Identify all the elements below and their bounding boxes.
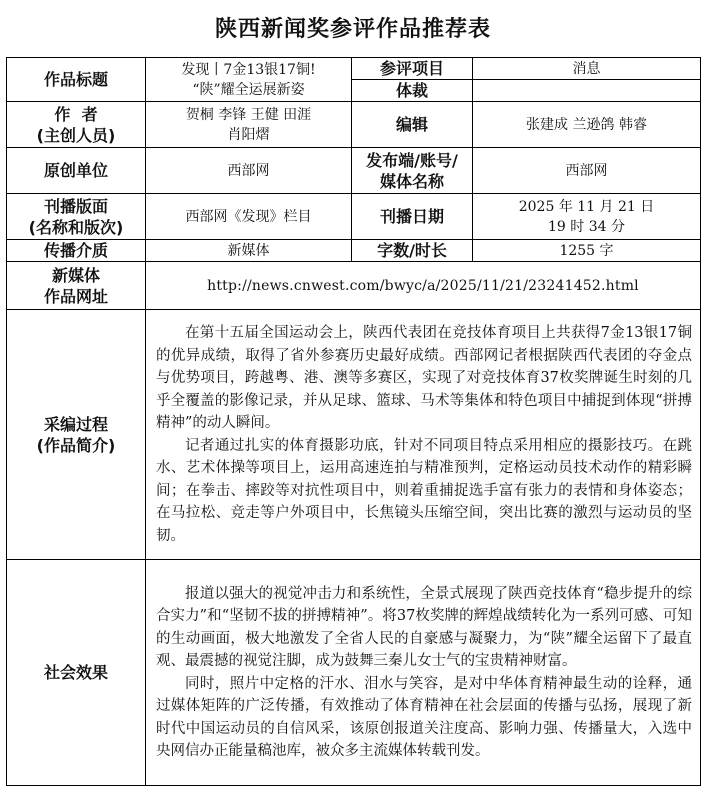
- recommendation-form-table: [6, 57, 701, 786]
- layout-page-value: 西部网《发现》栏目: [146, 194, 352, 240]
- work-title-line2: “陕”耀全运展新姿: [192, 81, 305, 98]
- genre-label: 体裁: [352, 80, 473, 102]
- process-paragraph-2: 记者通过扎实的体育摄影功底，针对不同项目特点采用相应的摄影技巧。在跳水、艺术体操等项目上，运用高速连拍与精准预判，定格运动员技术动作的精彩瞬间；在拳击、摔跤等对抗性项目中，则着重捕捉选手富有张力的表情和身体姿态；在马拉松、竞走等户外项目中，长焦镜头压缩空间，突出比赛的激烈与运动员的坚韧。: [156, 437, 692, 544]
- author-label-line2: (主创人员): [36, 125, 116, 145]
- original-unit-value: 西部网: [146, 148, 352, 194]
- author-label-line1: 作 者: [54, 104, 98, 124]
- effect-paragraph-1: 报道以强大的视觉冲击力和系统性，全景式展现了陕西竞技体育“稳步提升的综合实力”和“坚韧不拔的拼搏精神”。将37枚奖牌的辉煌战绩转化为一系列可感、可知的生动画面，极大地激发了全省人民的自豪感与凝聚力，为“陕”耀全运留下了最直观、最震撼的视觉注脚，成为鼓舞三秦儿女士气的宝贵精神财富。: [156, 585, 692, 669]
- editor-label: 编辑: [352, 102, 473, 148]
- author-value-line1: 贺桐 李锋 王健 田涯: [185, 106, 312, 123]
- url-label: [7, 262, 146, 310]
- process-label: [7, 310, 146, 560]
- author-label: [7, 102, 146, 148]
- process-text: [146, 310, 701, 560]
- layout-page-label-line1: 刊播版面: [43, 196, 108, 216]
- editor-value: 张建成 兰逊鸽 韩睿: [473, 102, 701, 148]
- category-label: 参评项目: [352, 58, 473, 80]
- publisher-label-line2: 媒体名称: [379, 171, 444, 191]
- publish-date-line1: 2025 年 11 月 21 日: [518, 198, 655, 215]
- work-title-value: [146, 58, 352, 102]
- layout-page-label-line2: (名称和版次): [28, 217, 124, 237]
- page-title: 陕西新闻奖参评作品推荐表: [214, 17, 491, 42]
- url-label-line2: 作品网址: [43, 286, 108, 306]
- original-unit-label: 原创单位: [7, 148, 146, 194]
- work-title-label: 作品标题: [7, 58, 146, 102]
- effect-paragraph-2: 同时，照片中定格的汗水、泪水与笑容，是对中华体育精神最生动的诠释，通过媒体矩阵的广泛传播，有效推动了体育精神在社会层面的传播与弘扬，展现了新时代中国运动员的自信风采，该原创报道关注度高、影响力强、传播量大，入选中央网信办正能量稿池库，被众多主流媒体转载刊发。: [156, 675, 692, 759]
- medium-value: 新媒体: [146, 240, 352, 262]
- publish-date-line2: 19 时 34 分: [548, 218, 625, 235]
- process-paragraph-1: 在第十五届全国运动会上，陕西代表团在竞技体育项目上共获得7金13银17铜的优异成绩，取得了省外参赛历史最好成绩。西部网记者根据陕西代表团的夺金点与优势项目，跨越粤、港、澳等多赛区，实现了对竞技体育37枚奖牌诞生时刻的几乎全覆盖的影像记录，并从足球、篮球、马术等集体和特色项目中捕捉到体现“拼搏精神”的动人瞬间。: [156, 325, 692, 431]
- publisher-value: 西部网: [473, 148, 701, 194]
- publish-date-label: 刊播日期: [352, 194, 473, 240]
- length-value: 1255 字: [473, 240, 701, 262]
- genre-value: [473, 80, 701, 102]
- layout-page-label: [7, 194, 146, 240]
- work-title-line1: 发现丨7金13银17铜!: [181, 61, 316, 78]
- process-label-line2: (作品简介): [36, 435, 116, 455]
- url-value[interactable]: http://news.cnwest.com/bwyc/a/2025/11/21/23241452.html: [146, 262, 701, 310]
- author-value-line2: 肖阳熠: [227, 126, 270, 143]
- author-value: [146, 102, 352, 148]
- publish-date-value: [473, 194, 701, 240]
- publisher-label-line1: 发布端/账号/: [366, 150, 458, 170]
- url-label-line1: 新媒体: [51, 265, 100, 285]
- process-label-line1: 采编过程: [43, 414, 108, 434]
- effect-text: [146, 560, 701, 786]
- effect-label: 社会效果: [7, 560, 146, 786]
- publisher-label: [352, 148, 473, 194]
- category-value: 消息: [473, 58, 701, 80]
- medium-label: 传播介质: [7, 240, 146, 262]
- length-label: 字数/时长: [352, 240, 473, 262]
